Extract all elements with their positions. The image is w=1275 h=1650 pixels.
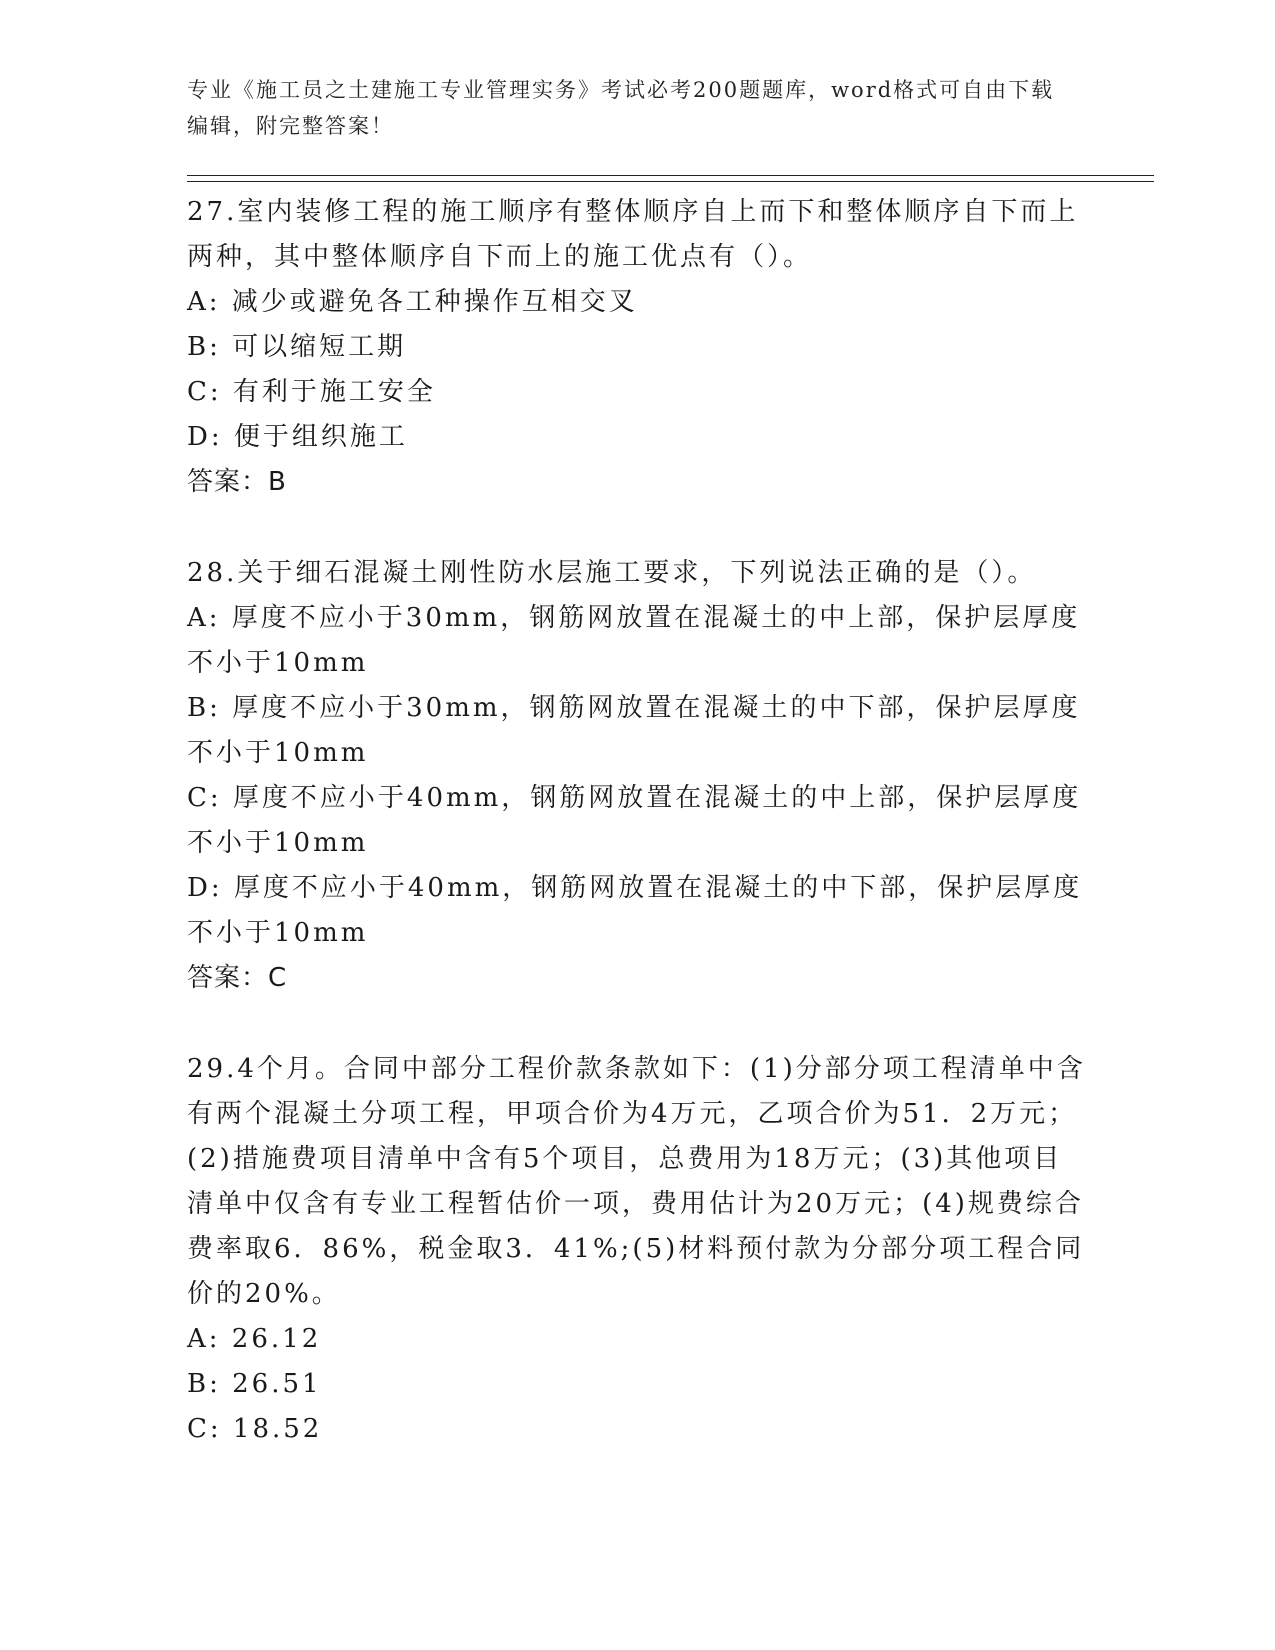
option-d: D: 便于组织施工: [187, 422, 408, 452]
answer: 答案：C: [187, 963, 288, 993]
answer: 答案：B: [187, 467, 287, 497]
header-rule-bottom: [187, 181, 1154, 182]
question-spacer: [187, 1001, 1087, 1047]
question-stem: 29.4个月。合同中部分工程价款条款如下：(1)分部分项工程清单中含有两个混凝土分项工程，甲项合价为4万元，乙项合价为51．2万元；(2)措施费项目清单中含有5个项目，总费用为18万元；(3)其他项目清单中仅含有专业工程暂估价一项，费用估计为20万元；(4)规费综合费率取6．86%，税金取3．41%;(5)材料预付款为分部分项工程合同价的20%。: [187, 1054, 1086, 1309]
option-d: D: 厚度不应小于40mm，钢筋网放置在混凝土的中下部，保护层厚度不小于10mm: [187, 873, 1083, 948]
question-spacer: [187, 505, 1087, 551]
option-c: C: 有利于施工安全: [187, 377, 436, 407]
question-stem: 27.室内装修工程的施工顺序有整体顺序自上而下和整体顺序自下而上两种，其中整体顺序自下而上的施工优点有（）。: [187, 197, 1079, 272]
option-c: C: 18.52: [187, 1414, 323, 1444]
question-stem: 28.关于细石混凝土刚性防水层施工要求，下列说法正确的是（）。: [187, 558, 1037, 588]
option-c: C: 厚度不应小于40mm，钢筋网放置在混凝土的中上部，保护层厚度不小于10mm: [187, 783, 1082, 858]
question-27: [187, 190, 1087, 505]
header-rule-top: [187, 175, 1154, 176]
option-a: A: 26.12: [187, 1324, 322, 1354]
question-list: [187, 190, 1087, 1452]
option-b: B: 可以缩短工期: [187, 332, 407, 362]
option-a: A: 减少或避免各工种操作互相交叉: [187, 287, 638, 317]
option-b: B: 26.51: [187, 1369, 322, 1399]
question-28: [187, 551, 1087, 1001]
question-29: [187, 1047, 1087, 1452]
option-a: A: 厚度不应小于30mm，钢筋网放置在混凝土的中上部，保护层厚度不小于10mm: [187, 603, 1081, 678]
document-header: 专业《施工员之土建施工专业管理实务》考试必考200题题库，word格式可自由下载编辑，附完整答案！: [187, 78, 1055, 138]
option-b: B: 厚度不应小于30mm，钢筋网放置在混凝土的中下部，保护层厚度不小于10mm: [187, 693, 1081, 768]
